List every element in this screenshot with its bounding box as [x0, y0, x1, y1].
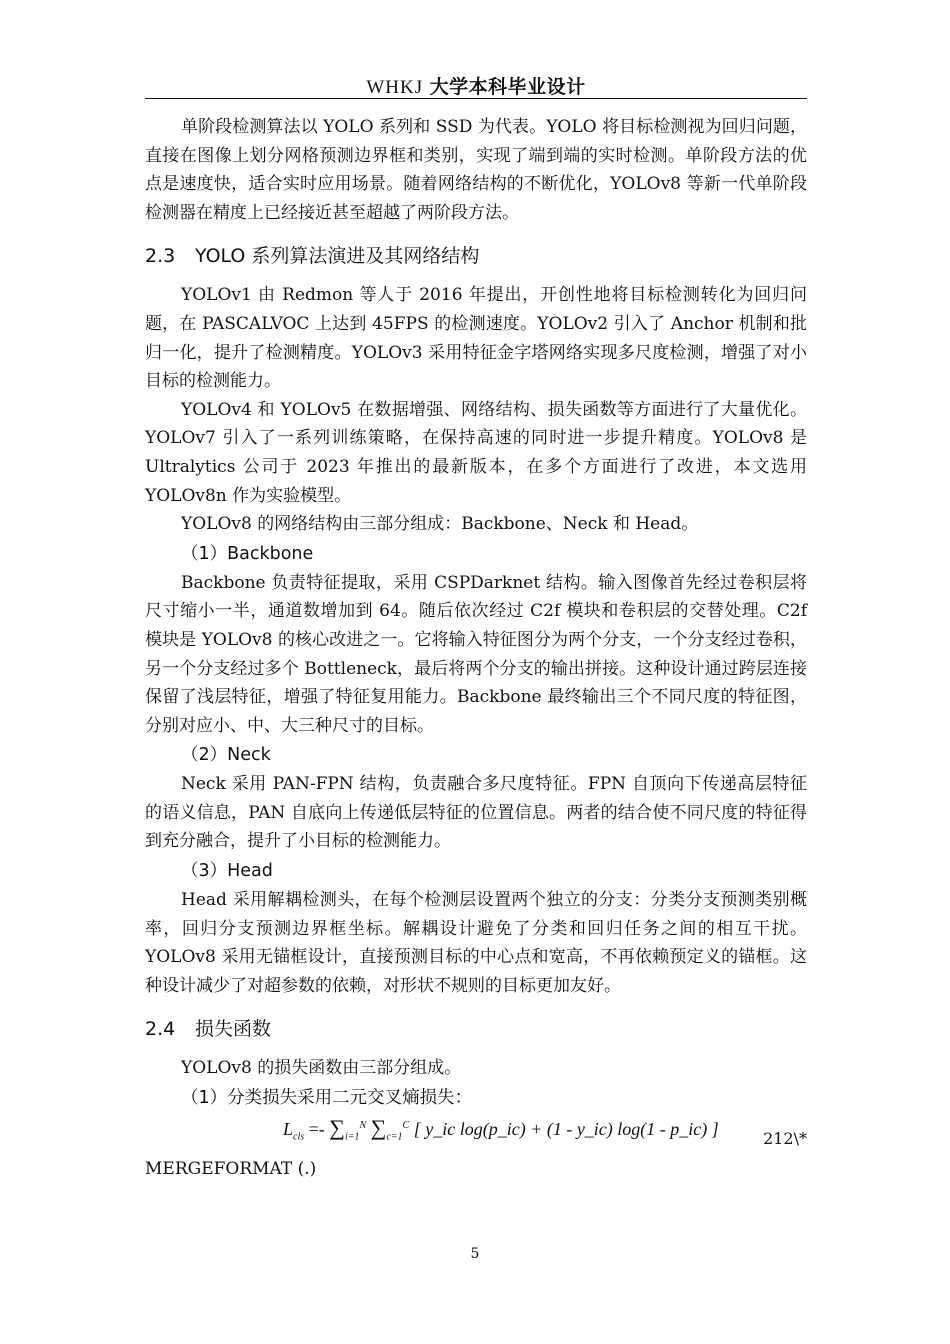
section-title: YOLO 系列算法演进及其网络结构: [195, 245, 480, 268]
paragraph-neck: Neck 采用 PAN-FPN 结构，负责融合多尺度特征。FPN 自顶向下传递高层特征的语义信息，PAN 自底向上传递低层特征的位置信息。两者的结合使不同尺度的特征得到充分融合，提升了小目标的检测能力。: [145, 774, 807, 852]
header-brand: WHKJ: [366, 77, 424, 98]
formula-lhs-sub: cls: [293, 1131, 305, 1143]
merge-format-text: MERGEFORMAT (.): [145, 1159, 317, 1180]
paragraph-single-stage: 单阶段检测算法以 YOLO 系列和 SSD 为代表。YOLO 将目标检测视为回归问题，直接在图像上划分网格预测边界框和类别，实现了端到端的实时检测。单阶段方法的优点是速度快，适合实时应用场景。随着网络结构的不断优化，YOLOv8 等新一代单阶段检测器在精度上已经接近甚至超越了两阶段方法。: [145, 117, 807, 223]
subheading-cls-loss: （1）分类损失采用二元交叉熵损失：: [181, 1088, 473, 1109]
section-heading-2-3: [145, 241, 807, 271]
section-title: 损失函数: [195, 1018, 272, 1041]
paragraph-yolo-v4-v8: YOLOv4 和 YOLOv5 在数据增强、网络结构、损失函数等方面进行了大量优化。YOLOv7 引入了一系列训练策略，在保持高速的同时进一步提升精度。YOLOv8 是 Ultralytics 公司于 2023 年推出的最新版本，在多个方面进行了改进，本文选用 YOLOv8n 作为实验模型。: [145, 399, 807, 506]
header-rule: [145, 98, 807, 99]
header-title: 大学本科毕业设计: [429, 76, 586, 98]
formula-lhs: L: [283, 1119, 294, 1140]
page-header: [145, 72, 807, 100]
equation-number: 212\*: [763, 1129, 807, 1149]
document-body: [145, 113, 807, 1183]
paragraph-head: Head 采用解耦检测头，在每个检测层设置两个独立的分支：分类分支预测类别概率，回归分支预测边界框坐标。解耦设计避免了分类和回归任务之间的相互干扰。YOLOv8 采用无锚框设计，直接预测目标的中心点和宽高，不再依赖预定义的锚框。这种设计减少了对超参数的依赖，对形状不规则的目标更加友好。: [145, 890, 807, 996]
subheading-backbone: （1）Backbone: [181, 543, 314, 564]
cls-loss-formula: $L_{cls} =- \sum_{i=1}^N$ $\sum_{c=1}^C$ [ y_ic log(p_ic) + (1 - y_ic) log(1 - p_ic) ]: [283, 1115, 719, 1143]
formula-sum2-sub: c=1: [386, 1131, 403, 1143]
section-heading-2-4: [145, 1014, 807, 1044]
formula-sum1-sub: i=1: [344, 1131, 360, 1143]
page-number: 5: [470, 1246, 480, 1262]
paragraph-backbone: Backbone 负责特征提取，采用 CSPDarknet 结构。输入图像首先经过卷积层将尺寸缩小一半，通道数增加到 64。随后依次经过 C2f 模块和卷积层的交替处理。C2f 模块是 YOLOv8 的核心改进之一。它将输入特征图分为两个分支，一个分支经过卷积，另一个分支经过多个 Bottleneck，最后将两个分支的输出拼接。这种设计通过跨层连接保留了浅层特征，增强了特征复用能力。Backbone 最终输出三个不同尺度的特征图，分别对应小、中、大三种尺寸的目标。: [145, 572, 807, 736]
paragraph-yolo-history: YOLOv1 由 Redmon 等人于 2016 年提出，开创性地将目标检测转化为回归问题，在 PASCALVOC 上达到 45FPS 的检测速度。YOLOv2 引入了 Anchor 机制和批归一化，提升了检测精度。YOLOv3 采用特征金字塔网络实现多尺度检测，增强了对小目标的检测能力。: [145, 285, 807, 392]
subheading-neck: （2）Neck: [181, 745, 271, 766]
formula-equals: =-: [308, 1119, 325, 1140]
section-number: 2.4: [145, 1018, 176, 1041]
section-number: 2.3: [145, 245, 176, 268]
formula-sum2-sup: C: [402, 1120, 410, 1132]
formula-sum1-sup: N: [359, 1120, 367, 1132]
equation-row: [145, 1115, 807, 1155]
paragraph-loss-intro: YOLOv8 的损失函数由三部分组成。: [181, 1058, 462, 1079]
paragraph-yolov8-structure: YOLOv8 的网络结构由三部分组成：Backbone、Neck 和 Head。: [181, 514, 699, 535]
formula-body: [ y_ic log(p_ic) + (1 - y_ic) log(1 - p_ic) ]: [413, 1119, 719, 1140]
subheading-head: （3）Head: [181, 861, 273, 882]
